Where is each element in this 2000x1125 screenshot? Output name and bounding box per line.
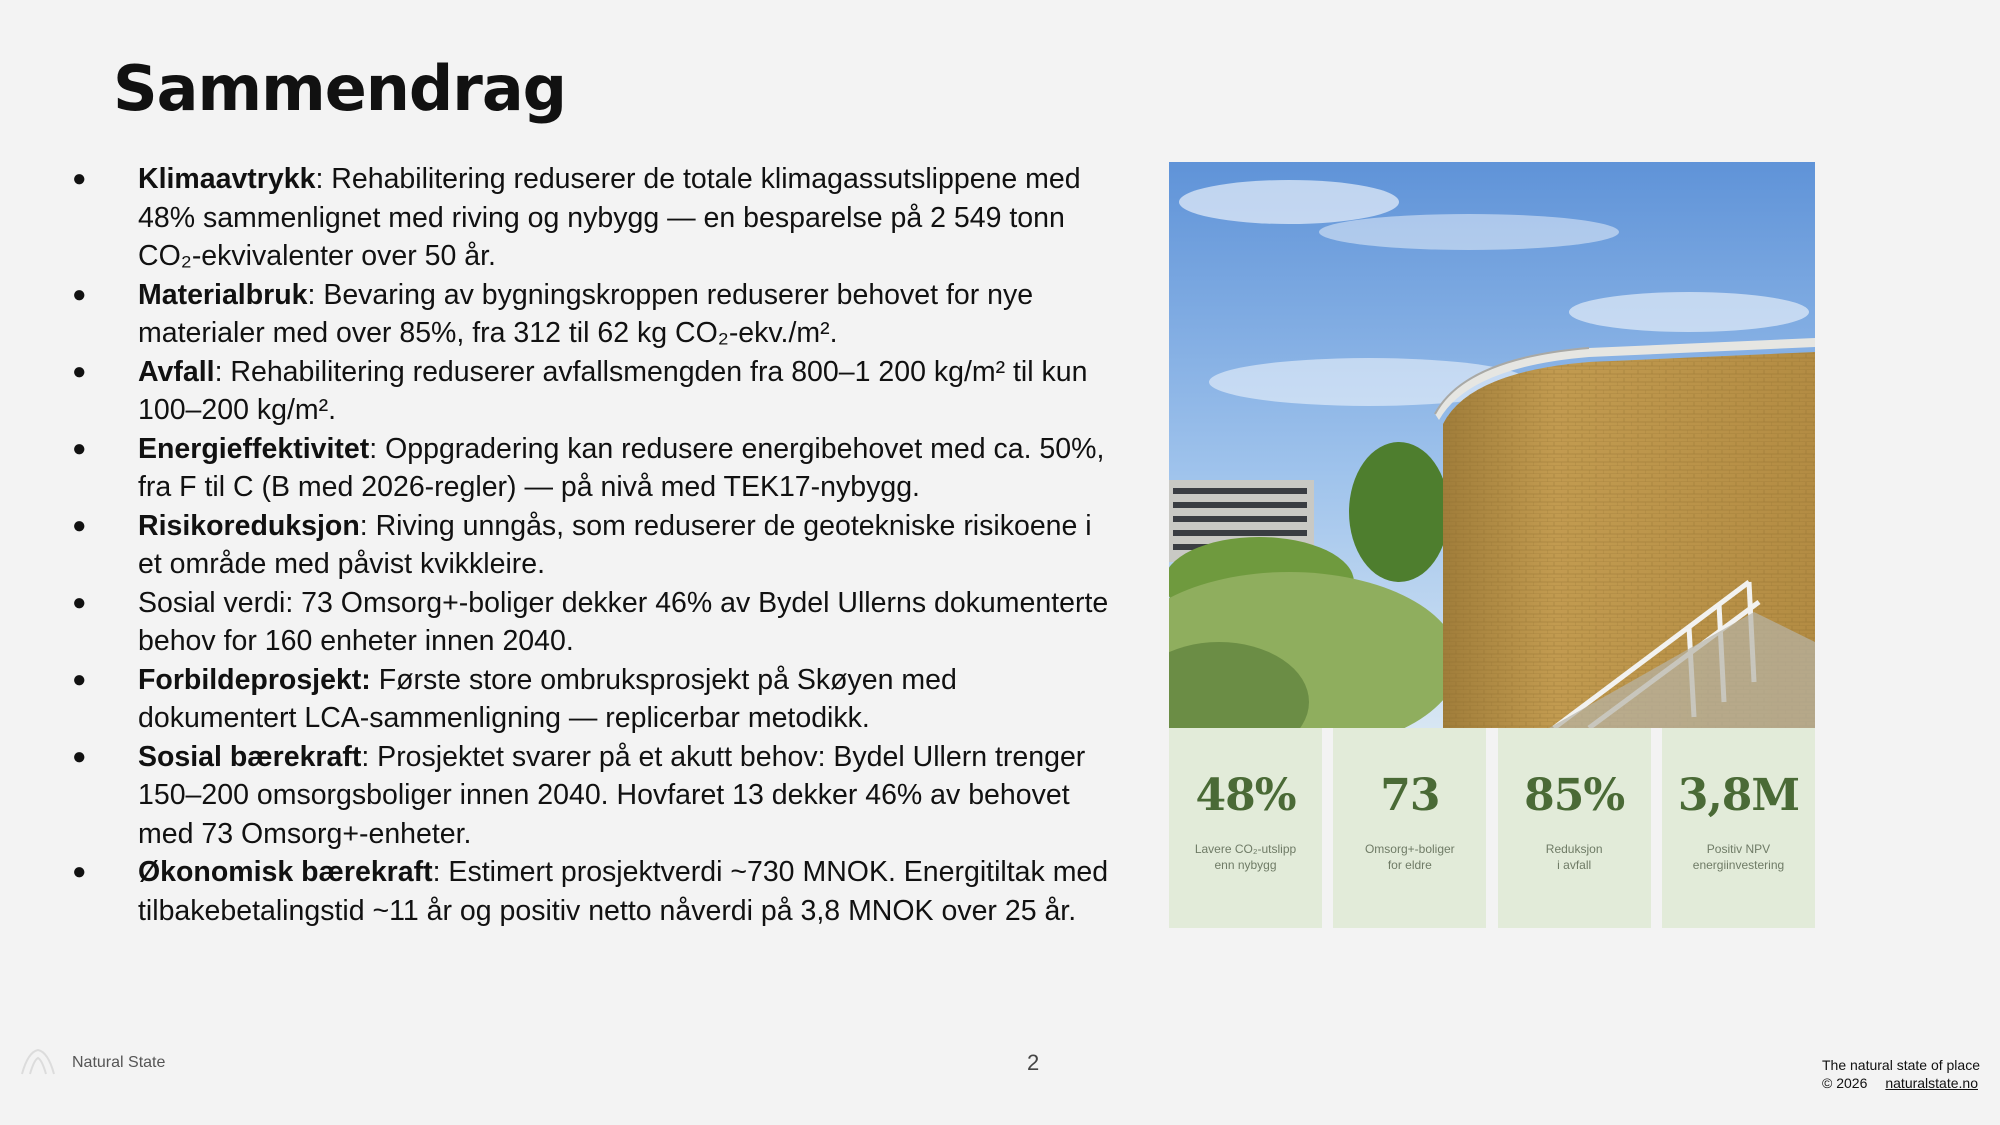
footer-tagline: The natural state of place bbox=[1822, 1057, 1980, 1073]
stat-card-housing bbox=[1333, 728, 1486, 928]
stat-value: 73 bbox=[1380, 770, 1440, 821]
stat-label: Lavere CO₂-utslipp enn nybygg bbox=[1194, 842, 1297, 872]
bullet-heading: Sosial bærekraft bbox=[138, 740, 362, 773]
list-item bbox=[70, 584, 1110, 661]
bullet-text: : Rehabilitering reduserer avfallsmengden fra 800–1 200 kg/m² til kun 100–200 kg/m². bbox=[138, 355, 1088, 426]
bullet-text: Sosial verdi: 73 Omsorg+-boliger dekker 46% av Bydel Ullerns dokumenterte behov for 160 enheter innen 2040. bbox=[138, 586, 1109, 657]
bullet-heading: Materialbruk bbox=[138, 278, 308, 311]
bullet-heading: Risikoreduksjon bbox=[138, 509, 360, 542]
list-item bbox=[70, 738, 1110, 854]
bullet-heading: Energieffektivitet bbox=[138, 432, 370, 465]
bullet-heading: Avfall bbox=[138, 355, 215, 388]
bullet-heading: Økonomisk bærekraft bbox=[138, 856, 433, 888]
building-photo-illustration bbox=[1169, 162, 1815, 728]
summary-list bbox=[70, 160, 1110, 930]
bullet-text: : Oppgradering kan redusere energibehovet med ca. 50%, fra F til C (B med 2026-regler) — på nivå med TEK17-nybygg. bbox=[138, 432, 1105, 503]
footer-brand: Natural State bbox=[72, 1054, 166, 1071]
bullet-heading: Klimaavtrykk bbox=[138, 163, 316, 195]
bullet-text: : Bevaring av bygningskroppen reduserer behovet for nye materialer med over 85%, fra 312 til 62 kg CO₂-ekv./m². bbox=[138, 278, 1034, 349]
bullet-icon: ● bbox=[72, 165, 87, 192]
list-item bbox=[70, 853, 1110, 930]
bullet-icon: ● bbox=[72, 665, 87, 693]
bullet-heading: Forbildeprosjekt: bbox=[138, 663, 371, 696]
stat-label: Omsorg+-boliger for eldre bbox=[1364, 842, 1455, 872]
stat-value: 3,8M bbox=[1677, 770, 1800, 821]
page-number: 2 bbox=[1027, 1050, 1040, 1075]
bullet-icon: ● bbox=[72, 357, 87, 385]
building-photo bbox=[1169, 162, 1815, 728]
bullet-text: : Estimert prosjektverdi ~730 MNOK. Energitiltak med tilbakebetalingstid ~11 år og positiv netto nåverdi på 3,8 MNOK over 25 år. bbox=[138, 856, 1109, 927]
list-item bbox=[70, 160, 1110, 276]
bullet-text: : Prosjektet svarer på et akutt behov: Bydel Ullern trenger 150–200 omsorgsboliger innen 2040. Hovfaret 13 dekker 46% av behovet med 73 Omsorg+-enheter. bbox=[138, 740, 1086, 850]
list-item bbox=[70, 430, 1110, 507]
list-item bbox=[70, 507, 1110, 584]
stat-value: 48% bbox=[1195, 770, 1296, 821]
key-figures bbox=[1169, 728, 1815, 928]
list-item bbox=[70, 661, 1110, 738]
bullet-text: : Rehabilitering reduserer de totale klimagassutslippene med 48% sammenlignet med riving og nybygg — en besparelse på 2 549 tonn CO₂-ekvivalenter over 50 år. bbox=[138, 163, 1081, 272]
stat-label: Positiv NPV energiinvestering bbox=[1692, 842, 1785, 872]
stat-label: Reduksjon i avfall bbox=[1545, 842, 1603, 872]
stat-value: 85% bbox=[1524, 770, 1625, 821]
bullet-icon: ● bbox=[72, 588, 87, 616]
bullet-icon: ● bbox=[72, 511, 87, 539]
brand-logo-icon bbox=[18, 1046, 58, 1078]
website-link[interactable]: naturalstate.no bbox=[1885, 1075, 1978, 1091]
stat-card-waste bbox=[1498, 728, 1651, 928]
bullet-icon: ● bbox=[72, 280, 87, 308]
slide-title: Sammendrag bbox=[113, 52, 567, 125]
footer-info bbox=[1822, 1056, 1980, 1092]
footer-copyright: © 2026 bbox=[1822, 1075, 1868, 1091]
list-item bbox=[70, 276, 1110, 353]
bullet-icon: ● bbox=[72, 434, 87, 462]
stat-card-npv bbox=[1662, 728, 1815, 928]
stat-card-co2 bbox=[1169, 728, 1322, 928]
bullet-text: : Riving unngås, som reduserer de geotekniske risikoene i et område med påvist kvikkleire. bbox=[138, 509, 1092, 580]
bullet-icon: ● bbox=[72, 858, 87, 885]
list-item bbox=[70, 353, 1110, 430]
bullet-icon: ● bbox=[72, 742, 87, 770]
bullet-text: Første store ombruksprosjekt på Skøyen med dokumentert LCA-sammenligning — replicerbar metodikk. bbox=[138, 663, 957, 734]
